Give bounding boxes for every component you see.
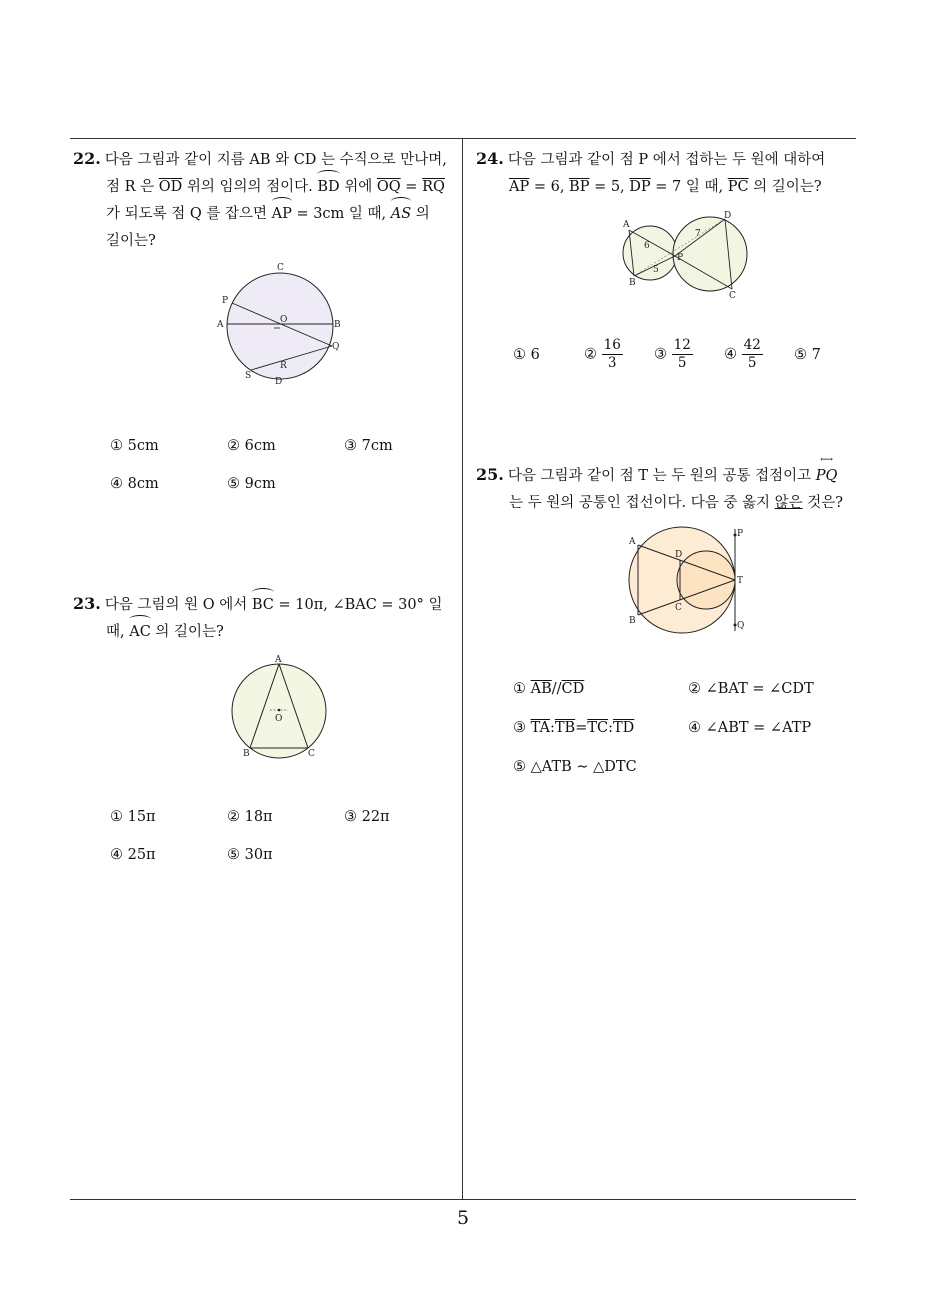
q25-small-circle: [677, 551, 735, 609]
q24-choice-3-fraction: $\frac{12}{5}$: [673, 337, 691, 371]
q24-label-d: D: [724, 211, 732, 221]
q25-line-2: 는 두 원의 공통인 접선이다. 다음 중 옳지 않은 것은?: [509, 495, 844, 511]
q24-choice-3[interactable]: ③ $\frac{12}{5}$: [654, 337, 691, 371]
q22-number: 22.: [73, 149, 101, 168]
q25-figure: [623, 525, 748, 637]
q22-choice-4[interactable]: ④ 8cm: [110, 476, 159, 492]
q25-label-c: C: [675, 603, 682, 613]
question-22: [73, 145, 459, 255]
q24-line-2: $\overline{AP} = 6$, $\overline{BP} = 5$, $\overline{DP} = 7$ 일 때, $\overline{PC}$ 의 길이는?: [509, 179, 822, 195]
q23-choice-4[interactable]: ④ 25π: [110, 847, 156, 863]
q22-choice-3[interactable]: ③ 7cm: [344, 438, 393, 454]
q24-large-circle: [673, 217, 747, 291]
q25-choice-4[interactable]: ④ ∠ABT = ∠ATP: [688, 720, 812, 736]
q22-label-c: C: [277, 263, 284, 273]
q22-line-4: 길이는?: [106, 233, 156, 249]
q24-choice-5[interactable]: ⑤ 7: [794, 347, 821, 363]
q22-choice-1[interactable]: ① 5cm: [110, 438, 159, 454]
q25-line-1: 25. 다음 그림과 같이 점 T 는 두 원의 공통 접점이고 ⟷ PQ: [476, 455, 838, 484]
q24-number: 24.: [476, 149, 504, 168]
question-23: [73, 590, 459, 646]
q22-label-r: R: [280, 361, 287, 371]
q25-label-p: P: [737, 529, 744, 539]
q25-number: 25.: [476, 465, 504, 484]
q24-figure: [615, 208, 755, 300]
q24-label-five: 5: [653, 265, 659, 275]
q24-choice-4-fraction: $\frac{42}{5}$: [743, 337, 761, 371]
q22-label-d: D: [275, 377, 283, 387]
q23-choice-5[interactable]: ⑤ 30π: [227, 847, 273, 863]
q24-label-c: C: [729, 291, 736, 300]
q23-figure: [228, 652, 333, 762]
bottom-rule: [70, 1199, 856, 1200]
q22-label-o: O: [280, 315, 288, 325]
q22-line-1: 22. 다음 그림과 같이 지름 AB 와 CD 는 수직으로 만나며,: [73, 149, 447, 168]
q24-label-a: A: [623, 220, 630, 230]
q24-label-seven: 7: [695, 229, 701, 239]
q22-choice-5[interactable]: ⑤ 9cm: [227, 476, 276, 492]
q24-choice-1[interactable]: ① 6: [513, 347, 540, 363]
q22-line-3: 가 되도록 점 Q 를 잡으면 AP = 3cm 일 때, AS 의: [73, 201, 459, 228]
q23-label-a: A: [275, 655, 282, 665]
q23-line-1: 23. 다음 그림의 원 O 에서 BC = 10π, ∠BAC = 30° 일: [73, 590, 459, 619]
q23-label-o: O: [275, 714, 283, 724]
q22-figure: [212, 260, 352, 390]
q23-choice-2[interactable]: ② 18π: [227, 809, 273, 825]
q25-choice-2[interactable]: ② ∠BAT = ∠CDT: [688, 681, 814, 697]
q24-choice-4[interactable]: ④ $\frac{42}{5}$: [724, 337, 761, 371]
page-number: 5: [456, 1207, 470, 1229]
q22-label-s: S: [245, 371, 252, 381]
q24-label-b: B: [629, 278, 636, 288]
q22-label-q: Q: [332, 342, 340, 352]
q25-choice-3[interactable]: ③ $\overline{TA}:\overline{TB}=\overline{TC}:\overline{TD}$: [513, 720, 635, 736]
q24-choice-2[interactable]: ② $\frac{16}{3}$: [584, 337, 621, 371]
q23-line-2: 때, AC 의 길이는?: [73, 619, 459, 646]
column-divider: [462, 138, 463, 1200]
q22-label-p: P: [222, 296, 229, 306]
q24-label-six: 6: [644, 241, 650, 251]
q25-label-a: A: [629, 537, 636, 547]
q25-label-b: B: [629, 616, 636, 626]
q25-label-q: Q: [737, 621, 745, 631]
q24-choice-2-fraction: $\frac{16}{3}$: [603, 337, 621, 371]
q25-choice-5[interactable]: ⑤ △ATB ∼ △DTC: [513, 759, 637, 775]
q25-label-t: T: [737, 576, 744, 586]
q23-label-b: B: [243, 749, 250, 759]
q23-number: 23.: [73, 594, 101, 613]
question-24: [476, 145, 862, 201]
q25-label-d: D: [675, 550, 683, 560]
question-25: [476, 455, 866, 517]
q22-line-2: 점 R 은 $\overline{OD}$ 위의 임의의 점이다. BD 위에 $\overline{OQ} = \overline{RQ}$: [73, 174, 459, 201]
q22-label-a: A: [217, 320, 224, 330]
q24-label-p: P: [677, 253, 684, 263]
q22-label-b: B: [334, 320, 341, 330]
q25-choice-1[interactable]: ① $\overline{AB}//\overline{CD}$: [513, 681, 585, 697]
q23-choice-3[interactable]: ③ 22π: [344, 809, 390, 825]
q23-label-c: C: [308, 749, 315, 759]
q24-line-1: 24. 다음 그림과 같이 점 P 에서 접하는 두 원에 대하여: [476, 149, 826, 168]
q22-choice-2[interactable]: ② 6cm: [227, 438, 276, 454]
q23-choice-1[interactable]: ① 15π: [110, 809, 156, 825]
